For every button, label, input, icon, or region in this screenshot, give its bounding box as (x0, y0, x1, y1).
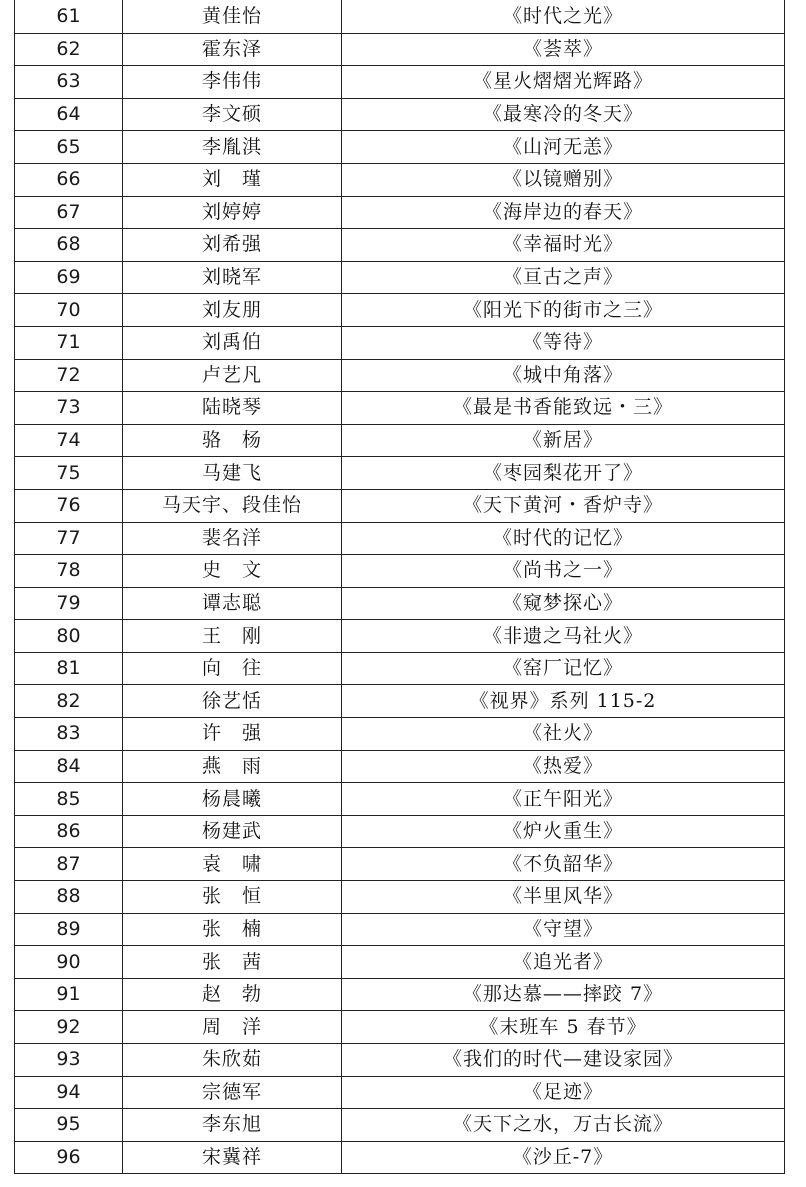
artist-name: 张 恒 (123, 881, 342, 914)
work-title: 《星火熠熠光辉路》 (342, 66, 785, 99)
entry-number: 82 (15, 685, 123, 718)
entry-number: 90 (15, 946, 123, 979)
artist-name: 陆晓琴 (123, 392, 342, 425)
document-page (14, 0, 784, 1174)
work-title: 《追光者》 (342, 946, 785, 979)
work-title: 《视界》系列 115-2 (342, 685, 785, 718)
work-title: 《山河无恙》 (342, 131, 785, 164)
work-title: 《半里风华》 (342, 881, 785, 914)
artist-name: 马天宇、段佳怡 (123, 489, 342, 522)
entry-number: 93 (15, 1044, 123, 1077)
artist-name: 骆 杨 (123, 424, 342, 457)
entry-number: 76 (15, 489, 123, 522)
table-row (15, 229, 785, 262)
artist-name: 李东旭 (123, 1109, 342, 1142)
table-row (15, 620, 785, 653)
table-row (15, 489, 785, 522)
artist-name: 谭志聪 (123, 587, 342, 620)
table-row (15, 196, 785, 229)
table-row (15, 978, 785, 1011)
entry-number: 83 (15, 718, 123, 751)
artist-name: 杨建武 (123, 815, 342, 848)
entry-number: 75 (15, 457, 123, 490)
table-row (15, 848, 785, 881)
entry-number: 66 (15, 163, 123, 196)
work-title: 《阳光下的街市之三》 (342, 294, 785, 327)
entry-number: 85 (15, 783, 123, 816)
table-row (15, 652, 785, 685)
work-title: 《沙丘-7》 (342, 1141, 785, 1174)
work-title: 《尚书之一》 (342, 555, 785, 588)
entry-number: 79 (15, 587, 123, 620)
work-title: 《以镜赠别》 (342, 163, 785, 196)
table-row (15, 1011, 785, 1044)
table-row (15, 555, 785, 588)
table-row (15, 359, 785, 392)
work-title: 《新居》 (342, 424, 785, 457)
artist-name: 刘晓军 (123, 261, 342, 294)
table-row (15, 750, 785, 783)
work-title: 《时代之光》 (342, 1, 785, 34)
table-row (15, 913, 785, 946)
entry-number: 67 (15, 196, 123, 229)
entry-number: 91 (15, 978, 123, 1011)
entry-number: 62 (15, 33, 123, 66)
work-title: 《我们的时代—建设家园》 (342, 1044, 785, 1077)
table-row (15, 1076, 785, 1109)
table-row (15, 424, 785, 457)
work-title: 《枣园梨花开了》 (342, 457, 785, 490)
work-title: 《时代的记忆》 (342, 522, 785, 555)
entries-table-body (15, 1, 785, 1174)
entry-number: 96 (15, 1141, 123, 1174)
artist-name: 徐艺恬 (123, 685, 342, 718)
entry-number: 61 (15, 1, 123, 34)
table-row (15, 131, 785, 164)
entry-number: 73 (15, 392, 123, 425)
table-row (15, 587, 785, 620)
work-title: 《非遗之马社火》 (342, 620, 785, 653)
work-title: 《正午阳光》 (342, 783, 785, 816)
entry-number: 87 (15, 848, 123, 881)
entry-number: 78 (15, 555, 123, 588)
table-row (15, 66, 785, 99)
entry-number: 74 (15, 424, 123, 457)
entry-number: 68 (15, 229, 123, 262)
entry-number: 92 (15, 1011, 123, 1044)
artist-name: 王 刚 (123, 620, 342, 653)
artist-name: 杨晨曦 (123, 783, 342, 816)
work-title: 《荟萃》 (342, 33, 785, 66)
work-title: 《热爱》 (342, 750, 785, 783)
work-title: 《守望》 (342, 913, 785, 946)
artist-name: 许 强 (123, 718, 342, 751)
entry-number: 72 (15, 359, 123, 392)
work-title: 《窥梦探心》 (342, 587, 785, 620)
table-row (15, 1141, 785, 1174)
artist-name: 刘婷婷 (123, 196, 342, 229)
table-row (15, 163, 785, 196)
artist-name: 燕 雨 (123, 750, 342, 783)
work-title: 《等待》 (342, 326, 785, 359)
artist-name: 黄佳怡 (123, 1, 342, 34)
artist-name: 朱欣茹 (123, 1044, 342, 1077)
artist-name: 李伟伟 (123, 66, 342, 99)
work-title: 《海岸边的春天》 (342, 196, 785, 229)
table-row (15, 881, 785, 914)
table-row (15, 457, 785, 490)
entry-number: 64 (15, 98, 123, 131)
table-row (15, 326, 785, 359)
entry-number: 84 (15, 750, 123, 783)
table-row (15, 946, 785, 979)
artist-name: 袁 啸 (123, 848, 342, 881)
work-title: 《天下黄河・香炉寺》 (342, 489, 785, 522)
entry-number: 86 (15, 815, 123, 848)
artist-name: 刘禹伯 (123, 326, 342, 359)
table-row (15, 718, 785, 751)
work-title: 《窑厂记忆》 (342, 652, 785, 685)
work-title: 《最是书香能致远・三》 (342, 392, 785, 425)
artist-name: 宋冀祥 (123, 1141, 342, 1174)
work-title: 《末班车 5 春节》 (342, 1011, 785, 1044)
work-title: 《城中角落》 (342, 359, 785, 392)
table-row (15, 294, 785, 327)
artist-name: 霍东泽 (123, 33, 342, 66)
table-row (15, 261, 785, 294)
artist-name: 马建飞 (123, 457, 342, 490)
work-title: 《幸福时光》 (342, 229, 785, 262)
table-row (15, 1, 785, 34)
entry-number: 69 (15, 261, 123, 294)
entry-number: 65 (15, 131, 123, 164)
table-row (15, 815, 785, 848)
work-title: 《那达慕——摔跤 7》 (342, 978, 785, 1011)
artist-name: 史 文 (123, 555, 342, 588)
work-title: 《亘古之声》 (342, 261, 785, 294)
table-row (15, 522, 785, 555)
artist-name: 向 往 (123, 652, 342, 685)
work-title: 《最寒冷的冬天》 (342, 98, 785, 131)
entry-number: 71 (15, 326, 123, 359)
work-title: 《炉火重生》 (342, 815, 785, 848)
entry-number: 89 (15, 913, 123, 946)
artist-name: 周 洋 (123, 1011, 342, 1044)
artist-name: 李文硕 (123, 98, 342, 131)
table-row (15, 685, 785, 718)
entries-table (14, 0, 785, 1174)
entry-number: 95 (15, 1109, 123, 1142)
artist-name: 刘友朋 (123, 294, 342, 327)
table-row (15, 392, 785, 425)
work-title: 《不负韶华》 (342, 848, 785, 881)
entry-number: 80 (15, 620, 123, 653)
entry-number: 63 (15, 66, 123, 99)
artist-name: 刘希强 (123, 229, 342, 262)
table-row (15, 1044, 785, 1077)
table-row (15, 783, 785, 816)
table-row (15, 33, 785, 66)
entry-number: 70 (15, 294, 123, 327)
work-title: 《足迹》 (342, 1076, 785, 1109)
entry-number: 94 (15, 1076, 123, 1109)
artist-name: 宗德军 (123, 1076, 342, 1109)
entry-number: 88 (15, 881, 123, 914)
artist-name: 裴名洋 (123, 522, 342, 555)
entry-number: 77 (15, 522, 123, 555)
artist-name: 张 楠 (123, 913, 342, 946)
artist-name: 李胤淇 (123, 131, 342, 164)
artist-name: 卢艺凡 (123, 359, 342, 392)
table-row (15, 98, 785, 131)
artist-name: 赵 勃 (123, 978, 342, 1011)
artist-name: 刘 瑾 (123, 163, 342, 196)
work-title: 《社火》 (342, 718, 785, 751)
entry-number: 81 (15, 652, 123, 685)
artist-name: 张 茜 (123, 946, 342, 979)
table-row (15, 1109, 785, 1142)
work-title: 《天下之水，万古长流》 (342, 1109, 785, 1142)
